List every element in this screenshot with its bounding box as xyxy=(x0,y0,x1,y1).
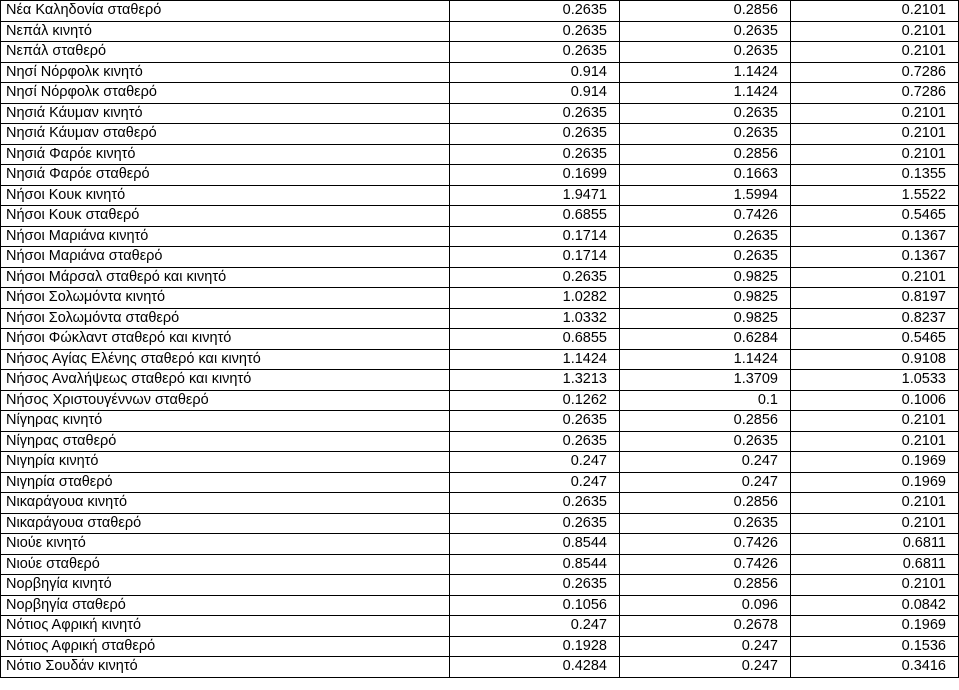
rate-cell-3: 0.5465 xyxy=(791,329,959,350)
rate-cell-2: 0.2635 xyxy=(620,247,791,268)
rate-cell-3: 1.5522 xyxy=(791,185,959,206)
rate-cell-2: 0.7426 xyxy=(620,534,791,555)
rate-cell-1: 0.2635 xyxy=(450,411,620,432)
table-row xyxy=(1,288,959,309)
table-row xyxy=(1,144,959,165)
rate-cell-2: 0.2635 xyxy=(620,226,791,247)
rate-cell-2: 0.247 xyxy=(620,636,791,657)
table-row xyxy=(1,103,959,124)
table-row xyxy=(1,83,959,104)
rate-cell-3: 0.5465 xyxy=(791,206,959,227)
destination-cell: Νησί Νόρφολκ σταθερό xyxy=(1,83,450,104)
rate-cell-2: 0.2856 xyxy=(620,144,791,165)
destination-cell: Νιούε κινητό xyxy=(1,534,450,555)
rate-cell-2: 0.2856 xyxy=(620,575,791,596)
destination-cell: Νίγηρας κινητό xyxy=(1,411,450,432)
rate-cell-2: 0.2635 xyxy=(620,431,791,452)
rate-cell-1: 1.3213 xyxy=(450,370,620,391)
rates-table-body xyxy=(1,1,959,678)
rate-cell-3: 0.2101 xyxy=(791,493,959,514)
rate-cell-2: 0.247 xyxy=(620,657,791,678)
rate-cell-2: 0.1 xyxy=(620,390,791,411)
rate-cell-3: 0.2101 xyxy=(791,144,959,165)
rate-cell-3: 0.2101 xyxy=(791,575,959,596)
rate-cell-2: 1.3709 xyxy=(620,370,791,391)
table-row xyxy=(1,534,959,555)
rate-cell-3: 0.1006 xyxy=(791,390,959,411)
table-row xyxy=(1,636,959,657)
rate-cell-3: 0.8237 xyxy=(791,308,959,329)
rate-cell-2: 0.2635 xyxy=(620,21,791,42)
rate-cell-3: 0.2101 xyxy=(791,513,959,534)
rate-cell-3: 0.7286 xyxy=(791,83,959,104)
destination-cell: Νεπάλ σταθερό xyxy=(1,42,450,63)
destination-cell: Νησί Νόρφολκ κινητό xyxy=(1,62,450,83)
rate-cell-3: 0.1367 xyxy=(791,247,959,268)
destination-cell: Νήσοι Φώκλαντ σταθερό και κινητό xyxy=(1,329,450,350)
rate-cell-1: 1.0282 xyxy=(450,288,620,309)
rate-cell-2: 0.2635 xyxy=(620,513,791,534)
table-row xyxy=(1,595,959,616)
rate-cell-3: 0.2101 xyxy=(791,267,959,288)
rate-cell-2: 0.1663 xyxy=(620,165,791,186)
destination-cell: Νήσοι Μαριάνα κινητό xyxy=(1,226,450,247)
table-row xyxy=(1,124,959,145)
destination-cell: Νότιο Σουδάν κινητό xyxy=(1,657,450,678)
destination-cell: Νιγηρία κινητό xyxy=(1,452,450,473)
rate-cell-3: 0.2101 xyxy=(791,124,959,145)
rate-cell-1: 0.2635 xyxy=(450,42,620,63)
destination-cell: Νησιά Κάυμαν κινητό xyxy=(1,103,450,124)
rate-cell-3: 0.2101 xyxy=(791,42,959,63)
rate-cell-1: 0.2635 xyxy=(450,575,620,596)
table-row xyxy=(1,370,959,391)
table-row xyxy=(1,657,959,678)
rate-cell-3: 0.9108 xyxy=(791,349,959,370)
rate-cell-1: 0.2635 xyxy=(450,103,620,124)
destination-cell: Νησιά Κάυμαν σταθερό xyxy=(1,124,450,145)
destination-cell: Νικαράγουα σταθερό xyxy=(1,513,450,534)
rate-cell-1: 0.1699 xyxy=(450,165,620,186)
rate-cell-1: 0.914 xyxy=(450,62,620,83)
rate-cell-2: 0.247 xyxy=(620,472,791,493)
destination-cell: Νήσος Αναλήψεως σταθερό και κινητό xyxy=(1,370,450,391)
rate-cell-2: 0.247 xyxy=(620,452,791,473)
rate-cell-1: 0.2635 xyxy=(450,493,620,514)
destination-cell: Νήσοι Σολωμόντα κινητό xyxy=(1,288,450,309)
table-row xyxy=(1,349,959,370)
rate-cell-3: 0.7286 xyxy=(791,62,959,83)
table-row xyxy=(1,616,959,637)
destination-cell: Νορβηγία σταθερό xyxy=(1,595,450,616)
rate-cell-2: 1.5994 xyxy=(620,185,791,206)
table-row xyxy=(1,513,959,534)
rate-cell-1: 0.8544 xyxy=(450,554,620,575)
rate-cell-1: 0.247 xyxy=(450,616,620,637)
rate-cell-2: 0.2678 xyxy=(620,616,791,637)
table-row xyxy=(1,1,959,22)
destination-cell: Νήσος Αγίας Ελένης σταθερό και κινητό xyxy=(1,349,450,370)
rate-cell-2: 0.2856 xyxy=(620,493,791,514)
rate-cell-1: 0.1714 xyxy=(450,247,620,268)
rate-cell-1: 0.1928 xyxy=(450,636,620,657)
rate-cell-1: 0.2635 xyxy=(450,21,620,42)
rate-cell-3: 1.0533 xyxy=(791,370,959,391)
rate-cell-1: 0.8544 xyxy=(450,534,620,555)
rate-cell-1: 1.0332 xyxy=(450,308,620,329)
table-row xyxy=(1,554,959,575)
rate-cell-2: 0.2856 xyxy=(620,411,791,432)
rate-cell-2: 0.2635 xyxy=(620,103,791,124)
table-row xyxy=(1,21,959,42)
destination-cell: Νήσοι Κουκ σταθερό xyxy=(1,206,450,227)
rate-cell-2: 0.6284 xyxy=(620,329,791,350)
table-row xyxy=(1,267,959,288)
table-row xyxy=(1,575,959,596)
rate-cell-2: 0.9825 xyxy=(620,308,791,329)
destination-cell: Νιγηρία σταθερό xyxy=(1,472,450,493)
destination-cell: Νικαράγουα κινητό xyxy=(1,493,450,514)
table-row xyxy=(1,226,959,247)
rate-cell-3: 0.2101 xyxy=(791,431,959,452)
rate-cell-2: 0.7426 xyxy=(620,554,791,575)
rate-cell-2: 1.1424 xyxy=(620,349,791,370)
rate-cell-3: 0.1969 xyxy=(791,616,959,637)
rate-cell-1: 0.914 xyxy=(450,83,620,104)
rate-cell-1: 1.9471 xyxy=(450,185,620,206)
rate-cell-2: 0.9825 xyxy=(620,267,791,288)
table-row xyxy=(1,493,959,514)
rate-cell-1: 0.1056 xyxy=(450,595,620,616)
rate-cell-1: 0.2635 xyxy=(450,267,620,288)
table-row xyxy=(1,411,959,432)
table-row xyxy=(1,206,959,227)
rate-cell-2: 0.096 xyxy=(620,595,791,616)
destination-cell: Νίγηρας σταθερό xyxy=(1,431,450,452)
destination-cell: Νήσοι Κουκ κινητό xyxy=(1,185,450,206)
rate-cell-2: 1.1424 xyxy=(620,62,791,83)
destination-cell: Νότιος Αφρική κινητό xyxy=(1,616,450,637)
rate-cell-1: 0.2635 xyxy=(450,1,620,22)
rate-cell-3: 0.1536 xyxy=(791,636,959,657)
rate-cell-1: 1.1424 xyxy=(450,349,620,370)
rate-cell-3: 0.0842 xyxy=(791,595,959,616)
rate-cell-3: 0.1367 xyxy=(791,226,959,247)
rate-cell-3: 0.2101 xyxy=(791,103,959,124)
rate-cell-2: 0.7426 xyxy=(620,206,791,227)
rate-cell-1: 0.2635 xyxy=(450,431,620,452)
rate-cell-2: 0.2635 xyxy=(620,124,791,145)
table-row xyxy=(1,390,959,411)
rate-cell-3: 0.2101 xyxy=(791,411,959,432)
rate-cell-3: 0.6811 xyxy=(791,534,959,555)
table-row xyxy=(1,329,959,350)
table-row xyxy=(1,431,959,452)
rate-cell-2: 0.9825 xyxy=(620,288,791,309)
table-row xyxy=(1,247,959,268)
destination-cell: Νήσος Χριστουγέννων σταθερό xyxy=(1,390,450,411)
rate-cell-1: 0.2635 xyxy=(450,513,620,534)
rate-cell-1: 0.1714 xyxy=(450,226,620,247)
rate-cell-3: 0.1969 xyxy=(791,472,959,493)
rate-cell-1: 0.6855 xyxy=(450,206,620,227)
rate-cell-1: 0.2635 xyxy=(450,144,620,165)
rate-cell-3: 0.3416 xyxy=(791,657,959,678)
destination-cell: Νότιος Αφρική σταθερό xyxy=(1,636,450,657)
rate-cell-3: 0.8197 xyxy=(791,288,959,309)
rate-cell-1: 0.4284 xyxy=(450,657,620,678)
table-row xyxy=(1,185,959,206)
destination-cell: Νιούε σταθερό xyxy=(1,554,450,575)
rate-cell-2: 0.2856 xyxy=(620,1,791,22)
rate-cell-1: 0.1262 xyxy=(450,390,620,411)
destination-cell: Νησιά Φαρόε σταθερό xyxy=(1,165,450,186)
rate-cell-3: 0.2101 xyxy=(791,21,959,42)
destination-cell: Νεπάλ κινητό xyxy=(1,21,450,42)
table-row xyxy=(1,472,959,493)
rate-cell-1: 0.247 xyxy=(450,452,620,473)
destination-cell: Νέα Καληδονία σταθερό xyxy=(1,1,450,22)
rate-cell-2: 1.1424 xyxy=(620,83,791,104)
rate-cell-3: 0.1969 xyxy=(791,452,959,473)
table-row xyxy=(1,165,959,186)
table-row xyxy=(1,42,959,63)
table-row xyxy=(1,62,959,83)
rate-cell-1: 0.6855 xyxy=(450,329,620,350)
rate-cell-2: 0.2635 xyxy=(620,42,791,63)
destination-cell: Νησιά Φαρόε κινητό xyxy=(1,144,450,165)
rate-cell-1: 0.247 xyxy=(450,472,620,493)
destination-cell: Νήσοι Μαριάνα σταθερό xyxy=(1,247,450,268)
rate-cell-3: 0.6811 xyxy=(791,554,959,575)
table-row xyxy=(1,308,959,329)
rate-cell-1: 0.2635 xyxy=(450,124,620,145)
destination-cell: Νήσοι Μάρσαλ σταθερό και κινητό xyxy=(1,267,450,288)
destination-cell: Νήσοι Σολωμόντα σταθερό xyxy=(1,308,450,329)
rate-cell-3: 0.2101 xyxy=(791,1,959,22)
destination-cell: Νορβηγία κινητό xyxy=(1,575,450,596)
rate-cell-3: 0.1355 xyxy=(791,165,959,186)
table-row xyxy=(1,452,959,473)
